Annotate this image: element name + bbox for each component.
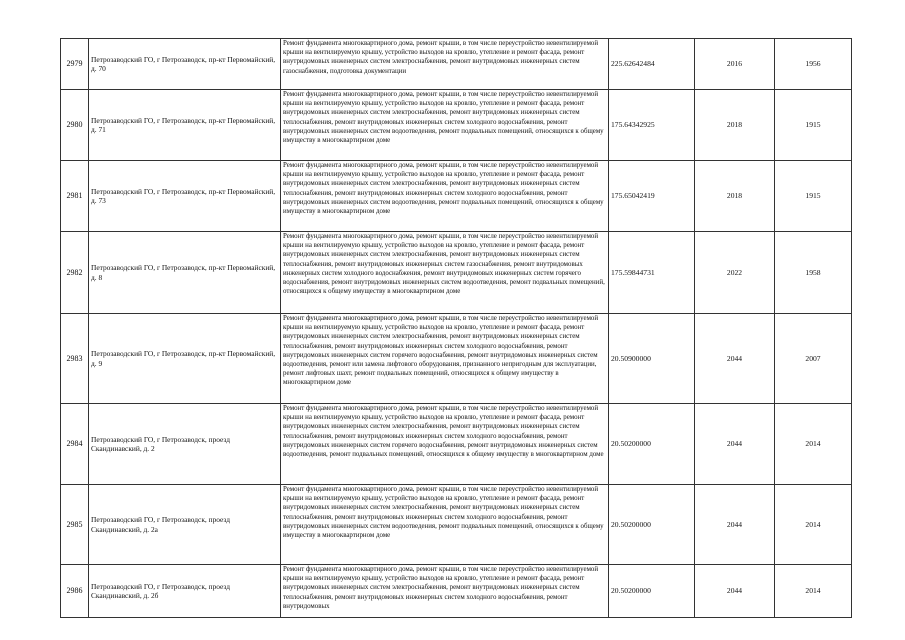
table-row — [61, 39, 852, 90]
table-row — [61, 404, 852, 485]
works-cell — [281, 90, 609, 161]
build-year-cell: 2007 — [775, 314, 852, 404]
works-text: Ремонт фундамента многоквартирного дома, ремонт крыши, в том числе переустройство невентилируемой крыши на вентилируемую крышу, устройство выходов на кровлю, утепление и ремонт фасада, ремонт внутридомовых инженерных систем электроснабжения, ремонт внутридомовых инженерных систем теплоснабжения, ремонт внутридомовых инженерных систем газоснабжения, ремонт внутридомовых инженерных систем холодного водоснабжения, ремонт внутридомовых инженерных систем горячего водоснабжения, ремонт внутридомовых инженерных систем водоотведения, ремонт подвальных помещений, относящихся к общему имуществу в многоквартирном доме — [283, 233, 605, 296]
row-number: 2984 — [61, 404, 89, 485]
area-cell: 175.59844731 — [609, 232, 695, 314]
plan-year-cell: 2018 — [695, 90, 775, 161]
address-cell: Петрозаводский ГО, г Петрозаводск, проезд Скандинавский, д. 2б — [89, 565, 281, 618]
address-cell: Петрозаводский ГО, г Петрозаводск, пр-кт Первомайский, д. 73 — [89, 161, 281, 232]
plan-year-cell: 2044 — [695, 485, 775, 565]
build-year-cell: 1915 — [775, 90, 852, 161]
build-year-cell: 1956 — [775, 39, 852, 90]
area-cell: 20.50900000 — [609, 314, 695, 404]
area-cell: 20.50200000 — [609, 404, 695, 485]
works-text: Ремонт фундамента многоквартирного дома, ремонт крыши, в том числе переустройство невентилируемой крыши на вентилируемую крышу, устройство выходов на кровлю, утепление и ремонт фасада, ремонт внутридомовых инженерных систем электроснабжения, ремонт внутридомовых инженерных систем теплоснабжения, ремонт внутридомовых инженерных систем холодного водоснабжения, ремонт внутридомовых — [283, 566, 599, 610]
table-row — [61, 485, 852, 565]
works-cell — [281, 404, 609, 485]
table-row — [61, 232, 852, 314]
plan-year-cell: 2016 — [695, 39, 775, 90]
works-cell — [281, 485, 609, 565]
repair-program-table — [60, 38, 852, 618]
address-cell: Петрозаводский ГО, г Петрозаводск, пр-кт Первомайский, д. 70 — [89, 39, 281, 90]
works-text: Ремонт фундамента многоквартирного дома, ремонт крыши, в том числе переустройство невентилируемой крыши на вентилируемую крышу, устройство выходов на кровлю, утепление и ремонт фасада, ремонт внутридомовых инженерных систем электроснабжения, ремонт внутридомовых инженерных систем теплоснабжения, ремонт внутридомовых инженерных систем холодного водоснабжения, ремонт внутридомовых инженерных систем горячего водоснабжения, ремонт внутридомовых инженерных систем водоотведения, ремонт или замена лифтового оборудования, признанного непригодным для эксплуатации, ремонт лифтовых шахт, ремонт подвальных помещений, относящихся к общему имуществу в многоквартирном доме — [283, 315, 599, 387]
works-cell — [281, 314, 609, 404]
plan-year-cell: 2044 — [695, 314, 775, 404]
build-year-cell: 1958 — [775, 232, 852, 314]
address-cell: Петрозаводский ГО, г Петрозаводск, пр-кт Первомайский, д. 9 — [89, 314, 281, 404]
works-text: Ремонт фундамента многоквартирного дома, ремонт крыши, в том числе переустройство невентилируемой крыши на вентилируемую крышу, устройство выходов на кровлю, утепление и ремонт фасада, ремонт внутридомовых инженерных систем электроснабжения, ремонт внутридомовых инженерных систем теплоснабжения, ремонт внутридомовых инженерных систем холодного водоснабжения, ремонт внутридомовых инженерных систем водоотведения, ремонт подвальных помещений, относящихся к общему имуществу в многоквартирном доме — [283, 486, 604, 540]
works-text: Ремонт фундамента многоквартирного дома, ремонт крыши, в том числе переустройство невентилируемой крыши на вентилируемую крышу, устройство выходов на кровлю, утепление и ремонт фасада, ремонт внутридомовых инженерных систем электроснабжения, ремонт внутридомовых инженерных систем газоснабжения, подготовка документации — [283, 40, 599, 75]
table-row — [61, 90, 852, 161]
table-row — [61, 314, 852, 404]
plan-year-cell: 2044 — [695, 404, 775, 485]
row-number: 2985 — [61, 485, 89, 565]
area-cell: 175.65042419 — [609, 161, 695, 232]
works-cell — [281, 161, 609, 232]
address-cell: Петрозаводский ГО, г Петрозаводск, пр-кт Первомайский, д. 8 — [89, 232, 281, 314]
address-cell: Петрозаводский ГО, г Петрозаводск, проезд Скандинавский, д. 2 — [89, 404, 281, 485]
works-cell — [281, 39, 609, 90]
table-row — [61, 565, 852, 618]
area-cell: 20.50200000 — [609, 565, 695, 618]
row-number: 2982 — [61, 232, 89, 314]
build-year-cell: 2014 — [775, 565, 852, 618]
row-number: 2986 — [61, 565, 89, 618]
table-row — [61, 161, 852, 232]
row-number: 2981 — [61, 161, 89, 232]
area-cell: 225.62642484 — [609, 39, 695, 90]
works-text: Ремонт фундамента многоквартирного дома, ремонт крыши, в том числе переустройство невентилируемой крыши на вентилируемую крышу, устройство выходов на кровлю, утепление и ремонт фасада, ремонт внутридомовых инженерных систем электроснабжения, ремонт внутридомовых инженерных систем теплоснабжения, ремонт внутридомовых инженерных систем холодного водоснабжения, ремонт внутридомовых инженерных систем горячего водоснабжения, ремонт внутридомовых инженерных систем водоотведения, ремонт подвальных помещений, относящихся к общему имуществу в многоквартирном доме — [283, 405, 604, 459]
works-text: Ремонт фундамента многоквартирного дома, ремонт крыши, в том числе переустройство невентилируемой крыши на вентилируемую крышу, устройство выходов на кровлю, утепление и ремонт фасада, ремонт внутридомовых инженерных систем электроснабжения, ремонт внутридомовых инженерных систем теплоснабжения, ремонт внутридомовых инженерных систем холодного водоснабжения, ремонт внутридомовых инженерных систем водоотведения, ремонт подвальных помещений, относящихся к общему имуществу в многоквартирном доме — [283, 162, 604, 216]
works-cell — [281, 232, 609, 314]
build-year-cell: 1915 — [775, 161, 852, 232]
row-number: 2980 — [61, 90, 89, 161]
plan-year-cell: 2022 — [695, 232, 775, 314]
plan-year-cell: 2018 — [695, 161, 775, 232]
address-cell: Петрозаводский ГО, г Петрозаводск, пр-кт Первомайский, д. 71 — [89, 90, 281, 161]
plan-year-cell: 2044 — [695, 565, 775, 618]
area-cell: 20.50200000 — [609, 485, 695, 565]
address-cell: Петрозаводский ГО, г Петрозаводск, проезд Скандинавский, д. 2а — [89, 485, 281, 565]
row-number: 2983 — [61, 314, 89, 404]
build-year-cell: 2014 — [775, 485, 852, 565]
area-cell: 175.64342925 — [609, 90, 695, 161]
build-year-cell: 2014 — [775, 404, 852, 485]
row-number: 2979 — [61, 39, 89, 90]
works-cell — [281, 565, 609, 618]
works-text: Ремонт фундамента многоквартирного дома, ремонт крыши, в том числе переустройство невентилируемой крыши на вентилируемую крышу, устройство выходов на кровлю, утепление и ремонт фасада, ремонт внутридомовых инженерных систем электроснабжения, ремонт внутридомовых инженерных систем теплоснабжения, ремонт внутридомовых инженерных систем холодного водоснабжения, ремонт внутридомовых инженерных систем водоотведения, ремонт подвальных помещений, относящихся к общему имуществу в многоквартирном доме — [283, 91, 604, 145]
